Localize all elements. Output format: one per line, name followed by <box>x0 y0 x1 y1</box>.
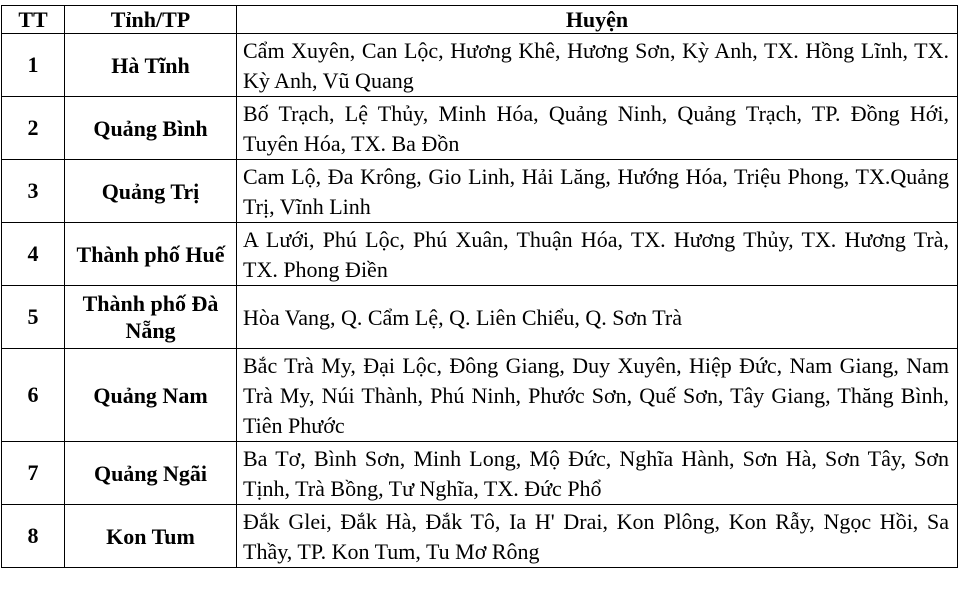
district-list: Bắc Trà My, Đại Lộc, Đông Giang, Duy Xuyên, Hiệp Đức, Nam Giang, Nam Trà My, Núi Thành, Phú Ninh, Phước Sơn, Quế Sơn, Tây Giang, Thăng Bình, Tiên Phước <box>237 349 958 442</box>
district-list: Cẩm Xuyên, Can Lộc, Hương Khê, Hương Sơn, Kỳ Anh, TX. Hồng Lĩnh, TX. Kỳ Anh, Vũ Quang <box>237 34 958 97</box>
table-row <box>2 442 958 505</box>
table-row <box>2 34 958 97</box>
header-tt: TT <box>2 6 65 34</box>
district-table <box>1 5 958 568</box>
province-name: Hà Tĩnh <box>65 34 237 97</box>
row-number: 1 <box>2 34 65 97</box>
header-province: Tỉnh/TP <box>65 6 237 34</box>
district-list: Ba Tơ, Bình Sơn, Minh Long, Mộ Đức, Nghĩa Hành, Sơn Hà, Sơn Tây, Sơn Tịnh, Trà Bồng, Tư Nghĩa, TX. Đức Phổ <box>237 442 958 505</box>
row-number: 3 <box>2 160 65 223</box>
province-name: Quảng Bình <box>65 97 237 160</box>
row-number: 4 <box>2 223 65 286</box>
province-name: Quảng Ngãi <box>65 442 237 505</box>
row-number: 5 <box>2 286 65 349</box>
header-districts: Huyện <box>237 6 958 34</box>
province-name: Quảng Nam <box>65 349 237 442</box>
district-list: Đắk Glei, Đắk Hà, Đắk Tô, Ia H' Drai, Kon Plông, Kon Rẫy, Ngọc Hồi, Sa Thầy, TP. Kon Tum, Tu Mơ Rông <box>237 505 958 568</box>
district-list: A Lưới, Phú Lộc, Phú Xuân, Thuận Hóa, TX. Hương Thủy, TX. Hương Trà, TX. Phong Điền <box>237 223 958 286</box>
province-name: Thành phố Đà Nẵng <box>65 286 237 349</box>
header-row <box>2 6 958 34</box>
province-name: Kon Tum <box>65 505 237 568</box>
table-row <box>2 160 958 223</box>
table-row <box>2 97 958 160</box>
table-row <box>2 223 958 286</box>
row-number: 2 <box>2 97 65 160</box>
district-list: Bố Trạch, Lệ Thủy, Minh Hóa, Quảng Ninh, Quảng Trạch, TP. Đồng Hới, Tuyên Hóa, TX. Ba Đồn <box>237 97 958 160</box>
table-row <box>2 349 958 442</box>
province-name: Quảng Trị <box>65 160 237 223</box>
table-row <box>2 286 958 349</box>
district-list: Hòa Vang, Q. Cẩm Lệ, Q. Liên Chiểu, Q. Sơn Trà <box>237 286 958 349</box>
row-number: 6 <box>2 349 65 442</box>
province-name: Thành phố Huế <box>65 223 237 286</box>
district-list: Cam Lộ, Đa Krông, Gio Linh, Hải Lăng, Hướng Hóa, Triệu Phong, TX.Quảng Trị, Vĩnh Linh <box>237 160 958 223</box>
row-number: 8 <box>2 505 65 568</box>
table-row <box>2 505 958 568</box>
row-number: 7 <box>2 442 65 505</box>
